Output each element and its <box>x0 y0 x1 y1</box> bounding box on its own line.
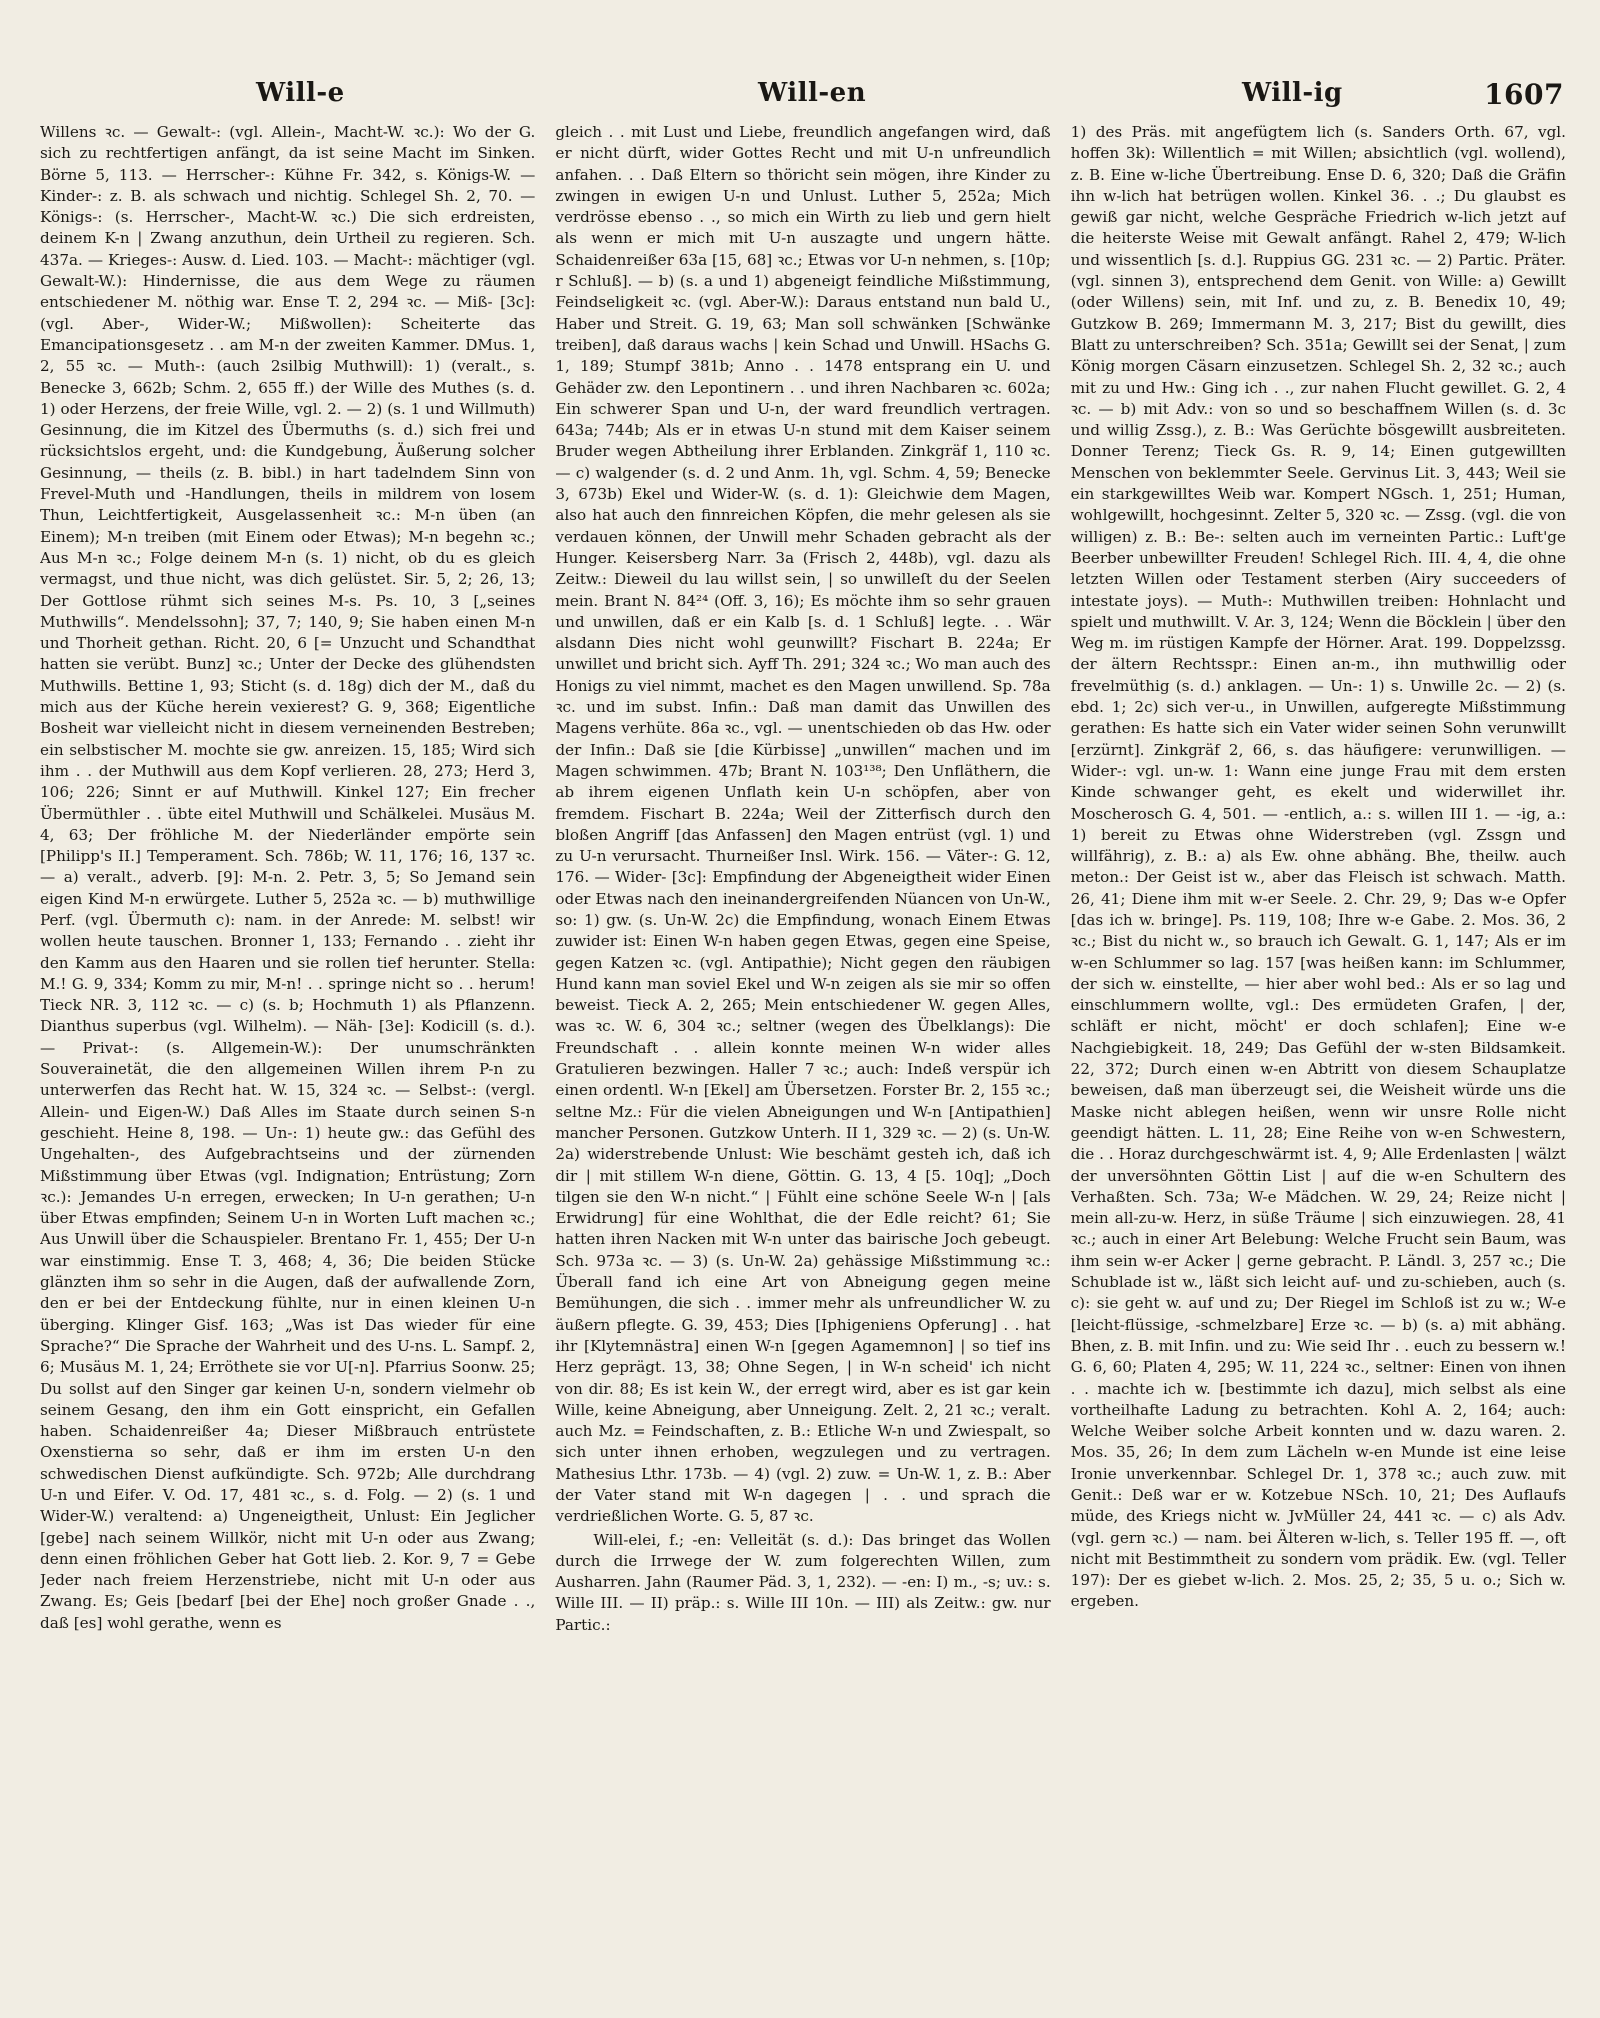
page-number: 1607 <box>1484 78 1564 111</box>
column-left <box>40 122 535 1986</box>
left-headword: Will-e <box>256 78 345 108</box>
entry-will-elei: Will-elei, f.; -en: Velleität (s. d.): Das bringet das Wollen durch die Irrwege der W. zum folgerechten Willen, zum Ausharren. Jahn (Raumer Päd. 3, 1, 232). — -en: I) m., -s; uv.: s. Wille III. — II) präp.: s. Wille III 10n. — III) als Zeitw.: gw. nur Partic.: <box>555 1530 1051 1634</box>
text-columns <box>40 122 1566 1986</box>
column-right <box>1071 122 1566 1986</box>
column-middle <box>555 122 1050 1986</box>
column-right-text: 1) des Präs. mit angefügtem lich (s. Sanders Orth. 67, vgl. hoffen 3k): Willentlich = mit Willen; absichtlich (vgl. wollend), z. B. Eine w-liche Übertreibung. Ense D. 6, 320; Daß die Gräfin ihn w-lich hat betrügen wollen. Kinkel 36. . .; Du glaubst es gewiß gar nicht, welche Gespräche Friedrich w-lich jetzt auf die heiterste Weise mit Gewalt anfängt. Rahel 2, 479; W-lich und wissentlich [s. d.]. Ruppius GG. 231 ꝛc. — 2) Partic. Präter. (vgl. sinnen 3), entsprechend dem Genit. von Wille: a) Gewillt (oder Willens) sein, mit Inf. und zu, z. B. Benedix 10, 49; Gutzkow B. 269; Immermann M. 3, 217; Bist du gewillt, dies Blatt zu unterschreiben? Sch. 351a; Gewillt sei der Senat, | zum König morgen Cäsarn einzusetzen. Schlegel Sh. 2, 32 ꝛc.; auch mit zu und Hw.: Ging ich . ., zur nahen Flucht gewillet. G. 2, 4 ꝛc. — b) mit Adv.: von so und so beschaffnem Willen (s. d. 3c und willig Zssg.), z. B.: Was Gerüchte bösgewillt ausbreiteten. Donner Terenz; Tieck Gs. R. 9, 14; Einen gutgewillten Menschen von beklemmter Seele. Gervinus Lit. 3, 443; Weil sie ein starkgewilltes Weib war. Kompert NGsch. 1, 251; Human, wohlgewillt, hochgesinnt. Zelter 5, 320 ꝛc. — Zssg. (vgl. die von willigen) z. B.: Be-: selten auch im verneinten Partic.: Luft'ge Beerber unbewillter Freuden! Schlegel Rich. III. 4, 4, die ohne letzten Willen oder Testament sterben (Airy succeeders of intestate joys). — Muth-: Muthwillen treiben: Hohnlacht und spielt und muthwillt. V. Ar. 3, 124; Wenn die Böcklein | über den Weg m. im rüstigen Kampfe der Hörner. Arat. 199. Doppelzssg. der ältern Rechtsspr.: Einen an-m., ihn muthwillig oder frevelmüthig (s. d.) anklagen. — Un-: 1) s. Unwille 2c. — 2) (s. ebd. 1; 2c) sich ver-u., in Unwillen, aufgeregte Mißstimmung gerathen: Es hatte sich ein Vater wider seinen Sohn verunwillt [erzürnt]. Zinkgräf 2, 66, s. das häufigere: verunwilligen. — Wider-: vgl. un-w. 1: Wann eine junge Frau mit dem ersten Kinde schwanger geht, es ekelt und widerwillet ihr. Moscherosch G. 4, 501. — -entlich, a.: s. willen III 1. — -ig, a.: 1) bereit zu Etwas ohne Widerstreben (vgl. Zssgn und willfährig), z. B.: a) als Ew. ohne abhäng. Bhe, theilw. auch meton.: Der Geist ist w., aber das Fleisch ist schwach. Matth. 26, 41; Diene ihm mit w-er Seele. 2. Chr. 29, 9; Das w-e Opfer [das ich w. bringe]. Ps. 119, 108; Ihre w-e Gabe. 2. Mos. 36, 2 ꝛc.; Bist du nicht w., so brauch ich Gewalt. G. 1, 147; Als er im w-en Schlummer so lag. 157 [was heißen kann: im Schlummer, der sich w. einstellte, — hier aber wohl bed.: Als er so lag und einschlummern wollte, vgl.: Des ermüdeten Grafen, | der, schläft er nicht, möcht' er doch schlafen]; Eine w-e Nachgiebigkeit. 18, 249; Das Gefühl der w-sten Bildsamkeit. 22, 372; Durch einen w-en Abtritt von diesem Schauplatze beweisen, daß man überzeugt sei, die Weisheit würde uns die Maske nicht ablegen heißen, wenn wir unsre Rolle nicht geendigt hätten. L. 11, 28; Eine Reihe von w-en Schwestern, die . . Horaz durchgeschwärmt ist. 4, 9; Alle Erdenlasten | wälzt der unversöhnten Göttin List | auf die w-en Schultern des Verhaßten. Sch. 73a; W-e Mädchen. W. 29, 24; Reize nicht | mein all-zu-w. Herz, in süße Träume | sich einzuwiegen. 28, 41 ꝛc.; auch in einer Art Belebung: Welche Frucht sein Baum, was ihm sein w-er Acker | gerne gebracht. P. Ländl. 3, 257 ꝛc.; Die Schublade ist w., läßt sich leicht auf- und zu-schieben, auch (s. c): sie geht w. auf und zu; Der Riegel im Schloß ist zu w.; W-e [leicht-flüssige, -schmelzbare] Erze ꝛc. — b) (s. a) mit abhäng. Bhen, z. B. mit Infin. und zu: Wie seid Ihr . . euch zu bessern w.! G. 6, 60; Platen 4, 295; W. 11, 224 ꝛc., seltner: Einen von ihnen . . machte ich w. [bestimmte ich dazu], mich selbst als eine vortheilhafte Ladung zu betrachten. Kohl A. 2, 164; auch: Welche Weiber solche Arbeit konnten und w. dazu waren. 2. Mos. 35, 26; In dem zum Lächeln w-en Munde ist eine leise Ironie unverkennbar. Schlegel Dr. 1, 378 ꝛc.; auch zuw. mit Genit.: Deß war er w. Kotzebue NSch. 10, 21; Des Auflaufs müde, des Kriegs nicht w. JvMüller 24, 441 ꝛc. — c) als Adv. (vgl. gern ꝛc.) — nam. bei Älteren w-lich, s. Teller 195 ff. —, oft nicht mit Bestimmtheit zu sondern vom prädik. Ew. (vgl. Teller 197): Der es giebet w-lich. 2. Mos. 25, 2; 35, 5 u. o.; Sich w. ergeben. <box>1070 123 1566 1611</box>
center-headword: Will-en <box>758 78 867 108</box>
right-headword: Will-ig <box>1242 78 1343 108</box>
running-header <box>44 78 1564 112</box>
column-left-text: Willens ꝛc. — Gewalt-: (vgl. Allein-, Macht-W. ꝛc.): Wo der G. sich zu rechtfertigen anfängt, da ist seine Macht im Sinken. Börne 5, 113. — Herrscher-: Kühne Fr. 342, s. Königs-W. — Kinder-: z. B. als schwach und nichtig. Schlegel Sh. 2, 70. — Königs-: (s. Herrscher-, Macht-W. ꝛc.) Die sich erdreisten, deinem K-n | Zwang anzuthun, dein Urtheil zu regieren. Sch. 437a. — Krieges-: Ausw. d. Lied. 103. — Macht-: mächtiger (vgl. Gewalt-W.): Hindernisse, die aus dem Wege zu räumen entschiedener M. nöthig war. Ense T. 2, 294 ꝛc. — Miß- [3c]: (vgl. Aber-, Wider-W.; Mißwollen): Scheiterte das Emancipationsgesetz . . am M-n der zweiten Kammer. DMus. 1, 2, 55 ꝛc. — Muth-: (auch 2silbig Muthwill): 1) (veralt., s. Benecke 3, 662b; Schm. 2, 655 ff.) der Wille des Muthes (s. d. 1) oder Herzens, der freie Wille, vgl. 2. — 2) (s. 1 und Willmuth) Gesinnung, die im Kitzel des Übermuths (s. d.) sich frei und rücksichtslos ergeht, und: die Kundgebung, Äußerung solcher Gesinnung, — theils (z. B. bibl.) in hart tadelndem Sinn von Frevel-Muth und -Handlungen, theils in mildrem von losem Thun, Leichtfertigkeit, Ausgelassenheit ꝛc.: M-n üben (an Einem); M-n treiben (mit Einem oder Etwas); M-n begehn ꝛc.; Aus M-n ꝛc.; Folge deinem M-n (s. 1) nicht, ob du es gleich vermagst, und thue nicht, was dich gelüstet. Sir. 5, 2; 26, 13; Der Gottlose rühmt sich seines M-s. Ps. 10, 3 [„seines Muthwills“. Mendelssohn]; 37, 7; 140, 9; Sie haben einen M-n und Thorheit gethan. Richt. 20, 6 [= Unzucht und Schandthat hatten sie verübt. Bunz] ꝛc.; Unter der Decke des glühendsten Muthwills. Bettine 1, 93; Sticht (s. d. 18g) dich der M., daß du mich aus der Küche herein vexierest? G. 9, 368; Eigentliche Bosheit war vielleicht nicht in diesem verneinenden Bestreben; ein selbstischer M. mochte sie gw. anreizen. 15, 185; Wird sich ihm . . der Muthwill aus dem Kopf verlieren. 28, 273; Herd 3, 106; 226; Sinnt er auf Muthwill. Kinkel 127; Ein frecher Übermüthler . . übte eitel Muthwill und Schälkelei. Musäus M. 4, 63; Der fröhliche M. der Niederländer empörte sein [Philipp's II.] Temperament. Sch. 786b; W. 11, 176; 16, 137 ꝛc. — a) veralt., adverb. [9]: M-n. 2. Petr. 3, 5; So Jemand sein eigen Kind M-n erwürgete. Luther 5, 252a ꝛc. — b) muthwillige Perf. (vgl. Übermuth c): nam. in der Anrede: M. selbst! wir wollen heute tauschen. Bronner 1, 133; Fernando . . zieht ihr den Kamm aus den Haaren und sie rollen tief herunter. Stella: M.! G. 9, 334; Komm zu mir, M-n! . . springe nicht so . . herum! Tieck NR. 3, 112 ꝛc. — c) (s. b; Hochmuth 1) als Pflanzenn. Dianthus superbus (vgl. Wilhelm). — Näh- [3e]: Kodicill (s. d.). — Privat-: (s. Allgemein-W.): Der unumschränkten Souverainetät, die den allgemeinen Willen ihrem P-n zu unterwerfen das Recht hat. W. 15, 324 ꝛc. — Selbst-: (vergl. Allein- und Eigen-W.) Daß Alles im Staate durch seinen S-n geschieht. Heine 8, 198. — Un-: 1) heute gw.: das Gefühl des Ungehalten-, des Aufgebrachtseins und der zürnenden Mißstimmung über Etwas (vgl. Indignation; Entrüstung; Zorn ꝛc.): Jemandes U-n erregen, erwecken; In U-n gerathen; U-n über Etwas empfinden; Seinem U-n in Worten Luft machen ꝛc.; Aus Unwill über die Schauspieler. Brentano Fr. 1, 455; Der U-n war einstimmig. Ense T. 3, 468; 4, 36; Die beiden Stücke glänzten ihm so sehr in die Augen, daß der aufwallende Zorn, den er bei der Entdeckung fühlte, nur in einen kleinen U-n überging. Klinger Gisf. 163; „Was ist Das wieder für eine Sprache?“ Die Sprache der Wahrheit und des U-ns. L. Sampf. 2, 6; Musäus M. 1, 24; Erröthete sie vor U[-n]. Pfarrius Soonw. 25; Du sollst auf den Singer gar keinen U-n, sondern vielmehr ob seinem Gesang, den ihm ein Gott einspricht, ein Gefallen haben. Schaidenreißer 4a; Dieser Mißbrauch entrüstete Oxenstierna so sehr, daß er ihm im ersten U-n den schwedischen Dienst aufkündigte. Sch. 972b; Alle durchdrang U-n und Eifer. V. Od. 17, 481 ꝛc., s. d. Folg. — 2) (s. 1 und Wider-W.) veraltend: a) Ungeneigtheit, Unlust: Ein Jeglicher [gebe] nach seinem Willkör, nicht mit U-n oder aus Zwang; denn einen fröhlichen Geber hat Gott lieb. 2. Kor. 9, 7 = Gebe Jeder nach freiem Herzenstriebe, nicht mit U-n oder aus Zwang. Es; Geis [bedarf [bei der Ehe] noch großer Gnade . ., daß [es] wohl gerathe, wenn es <box>40 123 536 1632</box>
column-middle-text: gleich . . mit Lust und Liebe, freundlich angefangen wird, daß er nicht dürft, wider Gottes Recht und mit U-n unfreundlich anfahen. . . Daß Eltern so thöricht sein mögen, ihre Kinder zu zwingen in ewigen U-n und Unlust. Luther 5, 252a; Mich verdrösse ebenso . ., so mich ein Wirth zu lieb und gern hielt als wenn er mich mit U-n auszagte und ungern hätte. Schaidenreißer 63a [15, 68] ꝛc.; Etwas vor U-n nehmen, s. [10p; r Schluß]. — b) (s. a und 1) abgeneigt feindliche Mißstimmung, Feindseligkeit ꝛc. (vgl. Aber-W.): Daraus entstand nun bald U., Haber und Streit. G. 19, 63; Man soll schwänken [Schwänke treiben], daß daraus wachs | kein Schad und Unwill. HSachs G. 1, 189; Stumpf 381b; Anno . . 1478 entsprang ein U. und Gehäder zw. den Lepontinern . . und ihren Nachbaren ꝛc. 602a; Ein schwerer Span und U-n, der ward freundlich vertragen. 643a; 744b; Als er in etwas U-n stund mit dem Kaiser seinem Bruder wegen Abtheilung ihrer Erblanden. Zinkgräf 1, 110 ꝛc. — c) walgender (s. d. 2 und Anm. 1h, vgl. Schm. 4, 59; Benecke 3, 673b) Ekel und Wider-W. (s. d. 1): Gleichwie dem Magen, also hat auch den finnreichen Köpfen, die mehr gelesen als sie verdauen können, der Unwill mehr Schaden gebracht als der Hunger. Keisersberg Narr. 3a (Frisch 2, 448b), vgl. dazu als Zeitw.: Dieweil du lau willst sein, | so unwilleſt du der Seelen mein. Brant N. 84²⁴ (Off. 3, 16); Es möchte ihm so sehr grauen und unwillen, daß er ein Kalb [s. d. 1 Schluß] legte. . . Wär alsdann Dies nicht wohl geunwillt? Fischart B. 224a; Er unwillet und bricht sich. Ayff Th. 291; 324 ꝛc.; Wo man auch des Honigs zu viel nimmt, machet es den Magen unwillend. Sp. 78a ꝛc. und im subst. Infin.: Daß man damit das Unwillen des Magens verhüte. 86a ꝛc., vgl. — unentschieden ob das Hw. oder der Infin.: Daß sie [die Kürbisse] „unwillen“ machen und im Magen schwimmen. 47b; Brant N. 103¹³⁸; Den Unfläthern, die ab ihrem eigenen Unflath kein U-n schöpfen, aber von fremdem. Fischart B. 224a; Weil der Zitterfisch durch den bloßen Angriff [das Anfassen] den Magen entrüst (vgl. 1) und zu U-n verursacht. Thurneißer Insl. Wirk. 156. — Väter-: G. 12, 176. — Wider- [3c]: Empfindung der Abgeneigtheit wider Einen oder Etwas nach den ineinandergreifenden Nüancen von Un-W., so: 1) gw. (s. Un-W. 2c) die Empfindung, wonach Einem Etwas zuwider ist: Einen W-n haben gegen Etwas, gegen eine Speise, gegen Katzen ꝛc. (vgl. Antipathie); Nicht gegen den räubigen Hund kann man soviel Ekel und W-n zeigen als sie mir so offen beweist. Tieck A. 2, 265; Mein entschiedener W. gegen Alles, was ꝛc. W. 6, 304 ꝛc.; seltner (wegen des Übelklangs): Die Freundschaft . . allein konnte meinen W-n wider alles Gratulieren bezwingen. Haller 7 ꝛc.; auch: Indeß verspür ich einen ordentl. W-n [Ekel] am Übersetzen. Forster Br. 2, 155 ꝛc.; seltne Mz.: Für die vielen Abneigungen und W-n [Antipathien] mancher Personen. Gutzkow Unterh. II 1, 329 ꝛc. — 2) (s. Un-W. 2a) widerstrebende Unlust: Wie beschämt gesteh ich, daß ich dir | mit stillem W-n diene, Göttin. G. 13, 4 [5. 10q]; „Doch tilgen sie den W-n nicht.“ | Fühlt eine schöne Seele W-n | [als Erwidrung] für eine Wohlthat, die der Edle reicht? 61; Sie hatten ihren Nacken mit W-n unter das bairische Joch gebeugt. Sch. 973a ꝛc. — 3) (s. Un-W. 2a) gehässige Mißstimmung ꝛc.: Überall fand ich eine Art von Abneigung gegen meine Bemühungen, die sich . . immer mehr als unfreundlicher W. zu äußern pflegte. G. 39, 453; Dies [Iphigeniens Opferung] . . hat ihr [Klytemnästra] einen W-n [gegen Agamemnon] | so tief ins Herz geprägt. 13, 38; Ohne Segen, | in W-n scheid' ich nicht von dir. 88; Es ist kein W., der erregt wird, aber es ist gar kein Wille, keine Abneigung, aber Unneigung. Zelt. 2, 21 ꝛc.; veralt. auch Mz. = Feindschaften, z. B.: Etliche W-n und Zwiespalt, so sich unter ihnen erhoben, wegzulegen und zu vertragen. Mathesius Lthr. 173b. — 4) (vgl. 2) zuw. = Un-W. 1, z. B.: Aber der Vater stand mit W-n dagegen | . . und sprach die verdrießlichen Worte. G. 5, 87 ꝛc. <box>555 123 1051 1526</box>
